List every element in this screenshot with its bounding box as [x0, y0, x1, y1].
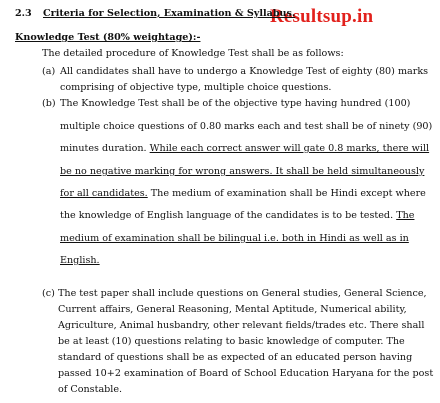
section-number: 2.3 — [15, 8, 32, 19]
paragraph-line: standard of questions shall be as expected of an educated person having — [58, 352, 413, 363]
paragraph-line: be at least (10) questions relating to basic knowledge of computer. The — [58, 336, 405, 347]
paragraph-label: (b) — [42, 98, 56, 109]
paragraph-line: All candidates shall have to undergo a Knowledge Test of eighty (80) marks — [60, 66, 429, 77]
paragraph-line — [60, 210, 414, 221]
underlined-text: be no negative marking for wrong answers. It shall be held simultaneously — [60, 166, 425, 177]
underlined-text: medium of examination shall be bilingual i.e. both in Hindi as well as in — [60, 233, 409, 244]
paragraph-label: (c) — [42, 288, 55, 299]
intro-text: The detailed procedure of Knowledge Test shall be as follows: — [42, 48, 344, 59]
section-heading — [15, 8, 295, 19]
underlined-text: While each correct answer will gate 0.8 marks, there will — [149, 143, 430, 154]
paragraph-line — [60, 143, 429, 154]
watermark: Resultsup.in — [270, 6, 374, 27]
paragraph-line: Current affairs, General Reasoning, Mental Aptitude, Numerical ability, — [58, 304, 407, 315]
paragraph-line — [60, 188, 426, 199]
sub-heading: Knowledge Test (80% weightage):- — [15, 32, 201, 43]
paragraph-line: multiple choice questions of 0.80 marks each and test shall be of ninety (90) — [60, 121, 433, 132]
paragraph-line: passed 10+2 examination of Board of School Education Haryana for the post — [58, 368, 434, 379]
underlined-text: The — [396, 210, 415, 221]
line-segment: the knowledge of English language of the candidates is to be tested. — [60, 210, 394, 221]
line-segment: The medium of examination shall be Hindi except where — [150, 188, 426, 199]
paragraph-label: (a) — [42, 66, 56, 77]
paragraph-line: of Constable. — [58, 384, 123, 395]
underlined-text: English. — [60, 255, 100, 266]
paragraph-line: The test paper shall include questions on General studies, General Science, — [58, 288, 427, 299]
paragraph-line: The Knowledge Test shall be of the objective type having hundred (100) — [60, 98, 411, 109]
underlined-text: for all candidates. — [60, 188, 148, 199]
line-segment: minutes duration. — [60, 143, 147, 154]
paragraph-line: comprising of objective type, multiple choice questions. — [60, 82, 332, 93]
section-title: Criteria for Selection, Examination & Syllabus. — [43, 8, 296, 19]
paragraph-line: Agriculture, Animal husbandry, other relevant fields/trades etc. There shall — [58, 320, 425, 331]
